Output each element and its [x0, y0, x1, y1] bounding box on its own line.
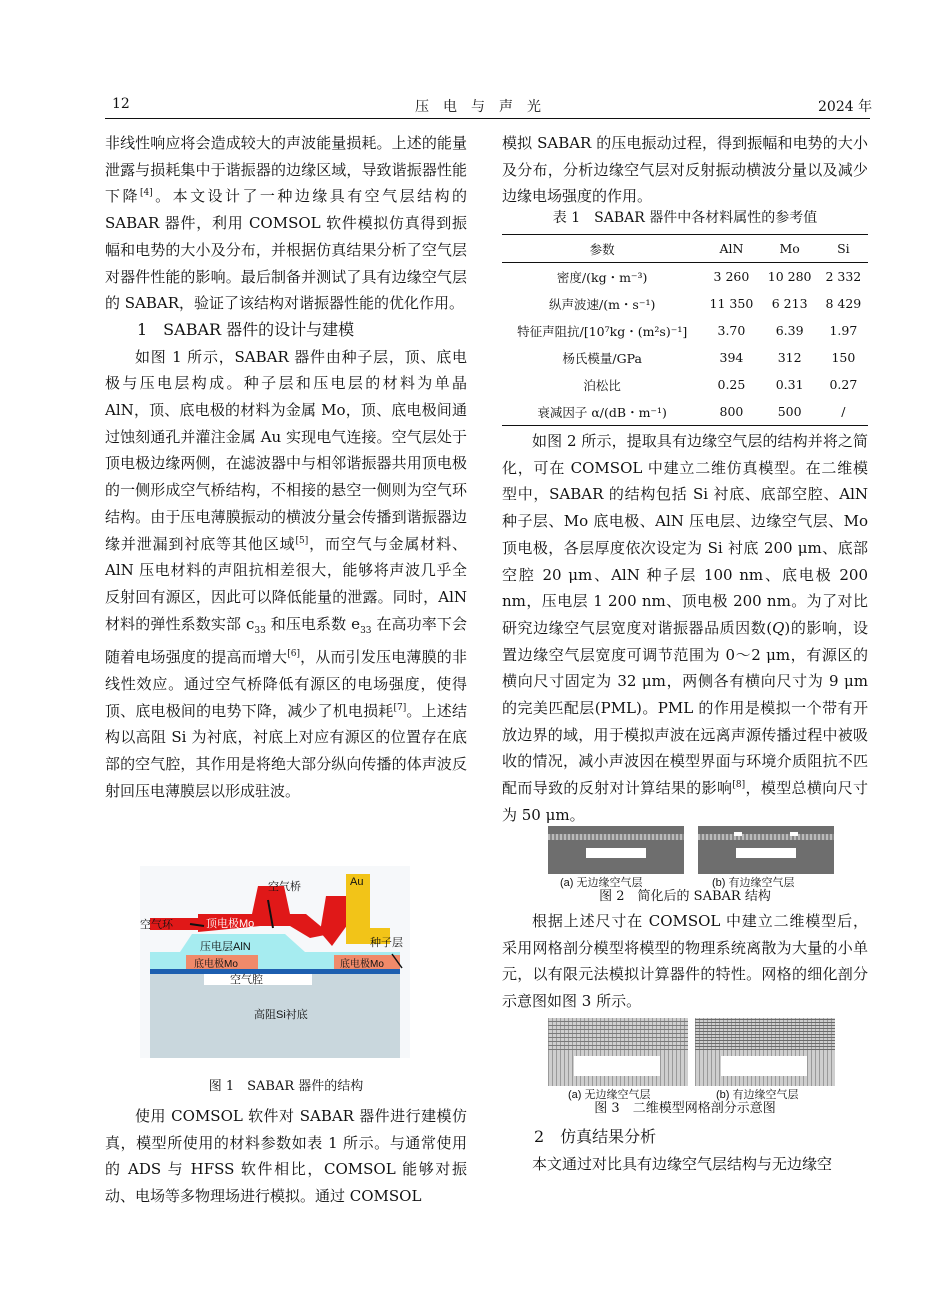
fig3a-label: (a) 无边缘空气层	[568, 1089, 651, 1101]
label-substrate: 高阻Si衬底	[254, 1009, 308, 1021]
table-header: Mo	[779, 241, 800, 256]
label-piezo: 压电层AlN	[200, 941, 251, 953]
fig2b-layers	[698, 834, 834, 840]
paragraph: 使用 COMSOL 软件对 SABAR 器件进行建模仿真，模型所使用的材料参数如表 1 所示。与通常使用的 ADS 与 HFSS 软件相比，COMSOL 能够对振动、电场等多物理场进行模拟。通过 COMSOL	[105, 1107, 467, 1206]
label-bottom-left: 底电极Mo	[194, 959, 238, 970]
table-cell: 3.70	[717, 323, 746, 338]
figure-2a	[548, 826, 684, 874]
label-air-bridge: 空气桥	[268, 881, 301, 893]
table-cell: 312	[777, 350, 802, 365]
table-cell: 10 280	[767, 269, 812, 284]
journal-title: 压 电 与 声 光	[415, 99, 541, 115]
fig3b-mesh-dense	[695, 1018, 835, 1050]
paragraph: 本文通过对比具有边缘空气层结构与无边缘空	[532, 1154, 833, 1173]
label-bottom-right: 底电极Mo	[340, 959, 384, 970]
table-cell: 8 429	[825, 296, 862, 311]
table-header: 参数	[589, 241, 615, 257]
header-rule	[105, 118, 870, 119]
table-cell: 150	[831, 350, 856, 365]
fig2b-cavity	[736, 848, 796, 858]
fig2a-cavity	[586, 848, 646, 858]
table-cell: 纵声波速/(m・s⁻¹)	[548, 296, 656, 312]
table-title: 表 1 SABAR 器件中各材料属性的参考值	[552, 210, 818, 226]
table-cell: 11 350	[709, 296, 754, 311]
label-top-electrode: 顶电极Mo	[206, 918, 255, 930]
table-header: AlN	[719, 241, 744, 256]
table-cell: /	[841, 404, 846, 419]
fig3a-cavity	[574, 1056, 660, 1076]
label-seed: 种子层	[370, 937, 403, 949]
page-number: 12	[112, 96, 130, 112]
table-row	[502, 371, 868, 398]
table-row	[502, 290, 868, 317]
fig2b-air-layer	[790, 832, 798, 836]
table-cell: 衰减因子 α/(dB・m⁻¹)	[537, 404, 667, 420]
table-cell: 泊松比	[583, 377, 621, 393]
table-cell: 杨氏模量/GPa	[562, 350, 642, 366]
material-table	[502, 234, 868, 426]
table-cell: 0.31	[775, 377, 804, 392]
fig3b-cavity	[721, 1056, 807, 1076]
table-cell: 0.25	[717, 377, 746, 392]
paragraph: 如图 1 所示，SABAR 器件由种子层，顶、底电极与压电层构成。种子层和压电层的材料为单晶 AlN，顶、底电极的材料为金属 Mo，顶、底电极间通过蚀刻通孔并灌注金属 Au 实现电气连接。空气层处于顶电极边缘两侧，在滤波器中与相邻谐振器共用顶电极的一侧形成空气桥结构，不相接的悬空一侧则为空气环结构。由于压电薄膜振动的横波分量会传播到谐振器边缘并泄漏到衬底等其他区域[5]，而空气与金属材料、AlN 压电材料的声阻抗相差很大，能够将声波几乎全反射回有源区，因此可以降低能量的泄露。同时，AlN 材料的弹性系数实部 $c_{33}$ 和压电系数 $e_{33}$ 在高功率下会随着电场强度的提高而增大[6]，从而引发压电薄膜的非线性效应。通过空气桥降低有源区的电场强度，使得顶、底电极间的电势下降，减少了机电损耗[7]。上述结构以高阻 Si 为衬底，衬底上对应有源区的位置存在底部的空气腔，其作用是将绝大部分纵向传播的体声波反射回压电薄膜层以形成驻波。	[105, 347, 467, 800]
table-cell: 0.27	[829, 377, 858, 392]
paragraph: 根据上述尺寸在 COMSOL 中建立二维模型后，采用网格剖分模型将模型的物理系统离散为大量的小单元，以有限元法模拟计算器件的特性。网格的细化剖分示意图如图 3 所示。	[502, 912, 868, 1011]
paragraph: 非线性响应将会造成较大的声波能量损耗。上述的能量泄露与损耗集中于谐振器的边缘区域，导致谐振器性能下降[4]。本文设计了一种边缘具有空气层结构的 SABAR 器件，利用 COMSOL 软件模拟仿真得到振幅和电势的大小及分布，并根据仿真结果分析了空气层对器件性能的影响。最后制备并测试了具有边缘空气层的 SABAR，验证了该结构对谐振器性能的优化作用。	[105, 134, 467, 313]
table-cell: 密度/(kg・m⁻³)	[556, 269, 648, 285]
table-row	[502, 317, 868, 344]
figure-3-caption: 图 3 二维模型网格剖分示意图	[594, 1101, 776, 1116]
label-cavity: 空气腔	[230, 974, 263, 986]
air-bridge-electrode-shape	[320, 896, 348, 946]
table-cell: 特征声阻抗/[10⁷kg・(m²s)⁻¹]	[517, 323, 688, 339]
section-heading: 1 SABAR 器件的设计与建模	[137, 319, 355, 339]
figure-3b	[695, 1018, 835, 1086]
right-column-mid	[502, 428, 868, 829]
table-cell: 1.97	[829, 323, 858, 338]
figure-3a	[548, 1018, 688, 1086]
table-header: Si	[837, 241, 850, 256]
fig2a-label: (a) 无边缘空气层	[560, 877, 643, 889]
paragraph: 如图 2 所示，提取具有边缘空气层的结构并将之简化，可在 COMSOL 中建立二维仿真模型。在二维模型中，SABAR 的结构包括 Si 衬底、底部空腔、AlN 种子层、Mo 底电极、AlN 压电层、边缘空气层、Mo 顶电极，各层厚度依次设定为 Si 衬底 200 μm、底部空腔 20 μm、AlN 种子层 100 nm、底电极 200 nm，压电层 1 200 nm、顶电极 200 nm。为了对比研究边缘空气层宽度对谐振器品质因数(Q)的影响，设置边缘空气层宽度可调节范围为 0～2 μm，有源区的横向尺寸固定为 32 μm，两侧各有横向尺寸为 9 μm 的完美匹配层(PML)。PML 的作用是模拟一个带有开放边界的域，用于模拟声波在远离声源传播过程中被吸收的情况，减小声波因在模型界面与环境介质阻抗不匹配而导致的反射对计算结果的影响[8]，模型总横向尺寸为 50 μm。	[502, 432, 868, 824]
right-column-bottom	[502, 1124, 868, 1177]
paragraph: 模拟 SABAR 的压电振动过程，得到振幅和电势的大小及分布，分析边缘空气层对反射振动横波分量以及减少边缘电场强度的作用。	[502, 134, 868, 206]
fig2b-label: (b) 有边缘空气层	[712, 877, 795, 889]
table-cell: 2 332	[825, 269, 862, 284]
left-column	[105, 130, 467, 805]
fig2b-air-layer	[734, 832, 742, 836]
table-cell: 500	[777, 404, 802, 419]
table-row	[502, 263, 868, 291]
label-air-ring: 空气环	[140, 919, 173, 931]
figure-2b	[698, 826, 834, 874]
figure-1-caption: 图 1 SABAR 器件的结构	[208, 1079, 364, 1094]
fig3b-label: (b) 有边缘空气层	[716, 1089, 799, 1101]
figure-1	[140, 866, 410, 1058]
fig3a-mesh-dense	[548, 1018, 688, 1050]
fig2a-layers	[548, 834, 684, 840]
figure-2-caption: 图 2 简化后的 SABAR 结构	[599, 889, 771, 904]
table-row	[502, 398, 868, 426]
table-cell: 800	[719, 404, 744, 419]
year: 2024 年	[818, 99, 873, 115]
table-cell: 394	[719, 350, 744, 365]
table-row	[502, 344, 868, 371]
right-column-top	[502, 130, 868, 210]
table-cell: 3 260	[713, 269, 750, 284]
table-cell: 6.39	[775, 323, 804, 338]
section-heading: 2 仿真结果分析	[534, 1127, 657, 1146]
right-column-lower	[502, 908, 868, 1015]
label-au: Au	[350, 876, 364, 888]
table-cell: 6 213	[771, 296, 808, 311]
left-column-bottom	[105, 1103, 467, 1210]
